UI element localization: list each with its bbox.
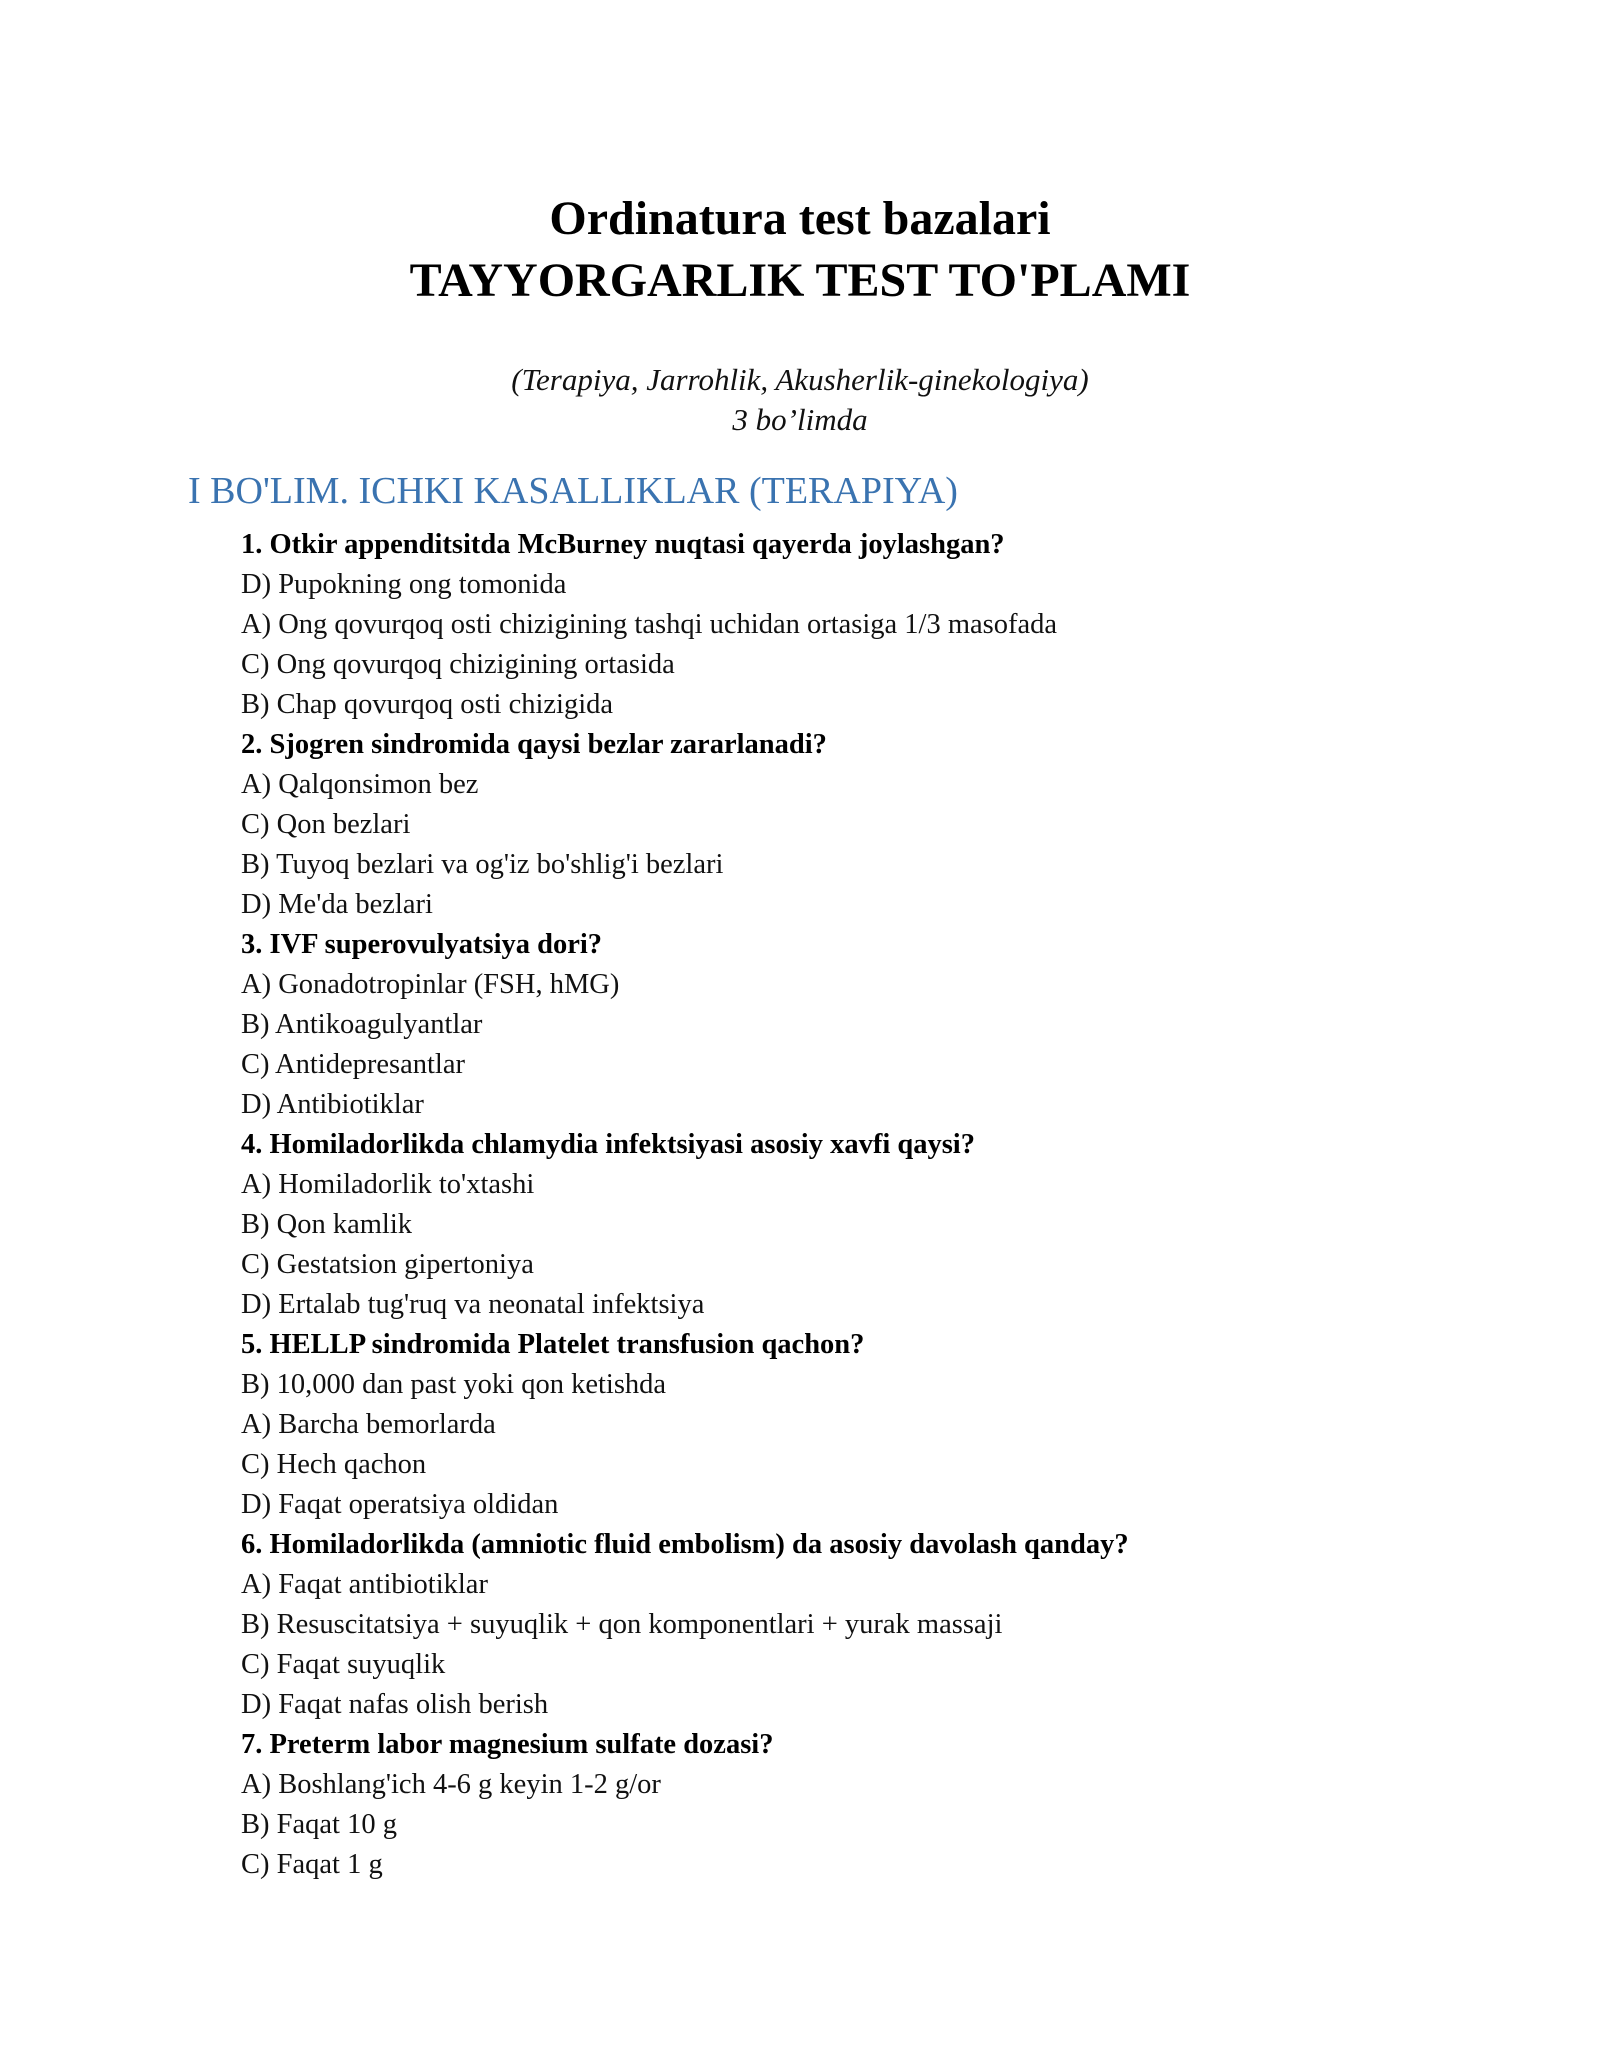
answer-option: A) Homiladorlik to'xtashi xyxy=(241,1169,535,1200)
answer-option: A) Faqat antibiotiklar xyxy=(241,1569,488,1600)
question-block xyxy=(241,1125,1501,1325)
subtitle-line-1: (Terapiya, Jarrohlik, Akusherlik-ginekologiya) xyxy=(511,362,1089,397)
answer-option: C) Gestatsion gipertoniya xyxy=(241,1249,534,1280)
answer-option: B) Antikoagulyantlar xyxy=(241,1009,483,1040)
question-block xyxy=(241,1325,1501,1525)
question-list xyxy=(241,525,1501,1885)
question-block xyxy=(241,1725,1501,1885)
answer-option: A) Gonadotropinlar (FSH, hMG) xyxy=(241,969,620,1000)
answer-option: B) Qon kamlik xyxy=(241,1209,412,1240)
answer-option: B) Faqat 10 g xyxy=(241,1809,397,1840)
answer-option: B) Chap qovurqoq osti chizigida xyxy=(241,689,614,720)
answer-option: C) Faqat suyuqlik xyxy=(241,1649,446,1680)
answer-option: A) Boshlang'ich 4-6 g keyin 1-2 g/or xyxy=(241,1769,661,1800)
question-text: 5. HELLP sindromida Platelet transfusion qachon? xyxy=(241,1329,865,1360)
answer-option: C) Hech qachon xyxy=(241,1449,427,1480)
answer-option: C) Antidepresantlar xyxy=(241,1049,465,1080)
answer-option: D) Me'da bezlari xyxy=(241,889,433,920)
answer-option: A) Barcha bemorlarda xyxy=(241,1409,496,1440)
answer-option: C) Faqat 1 g xyxy=(241,1849,383,1880)
document-title xyxy=(0,188,1600,312)
question-text: 1. Otkir appenditsitda McBurney nuqtasi qayerda joylashgan? xyxy=(241,529,1005,560)
question-block xyxy=(241,925,1501,1125)
subtitle-line-2: 3 bo’limda xyxy=(732,402,868,437)
document-subtitle xyxy=(0,360,1600,440)
answer-option: D) Pupokning ong tomonida xyxy=(241,569,567,600)
answer-option: C) Qon bezlari xyxy=(241,809,411,840)
answer-option: D) Faqat nafas olish berish xyxy=(241,1689,549,1720)
question-text: 3. IVF superovulyatsiya dori? xyxy=(241,929,603,960)
answer-option: B) Tuyoq bezlari va og'iz bo'shlig'i bezlari xyxy=(241,849,724,880)
answer-option: C) Ong qovurqoq chizigining ortasida xyxy=(241,649,675,680)
answer-option: D) Ertalab tug'ruq va neonatal infektsiya xyxy=(241,1289,705,1320)
answer-option: B) Resuscitatsiya + suyuqlik + qon komponentlari + yurak massaji xyxy=(241,1609,1003,1640)
answer-option: B) 10,000 dan past yoki qon ketishda xyxy=(241,1369,667,1400)
title-line-2: TAYYORGARLIK TEST TO'PLAMI xyxy=(409,254,1191,307)
title-line-1: Ordinatura test bazalari xyxy=(549,192,1051,245)
answer-option: A) Ong qovurqoq osti chizigining tashqi uchidan ortasiga 1/3 masofada xyxy=(241,609,1058,640)
answer-option: D) Antibiotiklar xyxy=(241,1089,424,1120)
question-text: 2. Sjogren sindromida qaysi bezlar zararlanadi? xyxy=(241,729,827,760)
question-text: 6. Homiladorlikda (amniotic fluid embolism) da asosiy davolash qanday? xyxy=(241,1529,1129,1560)
question-text: 4. Homiladorlikda chlamydia infektsiyasi asosiy xavfi qaysi? xyxy=(241,1129,975,1160)
question-block xyxy=(241,1525,1501,1725)
section-heading: I BO'LIM. ICHKI KASALLIKLAR (TERAPIYA) xyxy=(188,470,958,512)
question-block xyxy=(241,525,1501,725)
question-block xyxy=(241,725,1501,925)
answer-option: A) Qalqonsimon bez xyxy=(241,769,479,800)
answer-option: D) Faqat operatsiya oldidan xyxy=(241,1489,559,1520)
question-text: 7. Preterm labor magnesium sulfate dozasi? xyxy=(241,1729,774,1760)
